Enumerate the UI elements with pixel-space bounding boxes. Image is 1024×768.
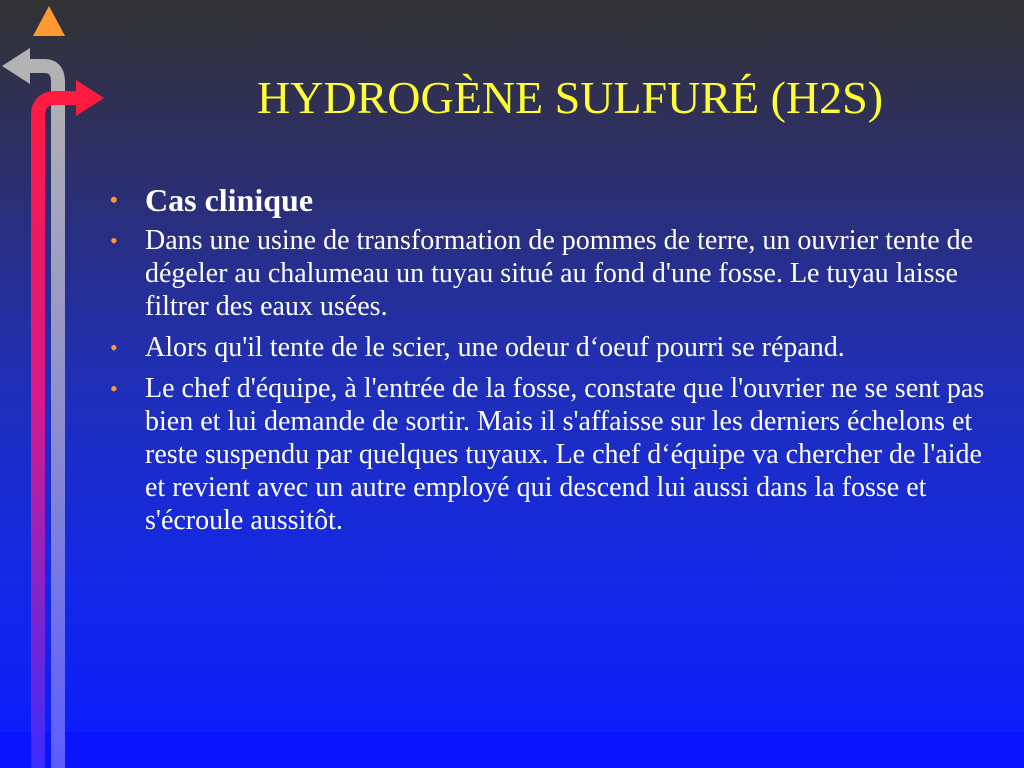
bullet-text: Le chef d'équipe, à l'entrée de la fosse, constate que l'ouvrier ne se sent pas bien et lui demande de sortir. Mais il s'affaisse sur les derniers échelons et reste suspendu par quelques tuyaux. Le chef d‘équipe va chercher de l'aide et revient avec un autre employé qui descend lui aussi dans la fosse et s'écroule aussitôt. bbox=[145, 373, 985, 536]
bullet-marker: • bbox=[110, 228, 118, 253]
bullet-list bbox=[102, 180, 992, 545]
bullet-text: Cas clinique bbox=[145, 182, 314, 218]
bullet-text: Alors qu'il tente de le scier, une odeur d‘oeuf pourri se répand. bbox=[145, 332, 845, 363]
bullet-marker: • bbox=[110, 335, 118, 360]
bullet-item bbox=[102, 331, 992, 364]
bullet-item bbox=[102, 224, 992, 323]
bullet-marker: • bbox=[110, 187, 118, 212]
bottom-band bbox=[0, 732, 1024, 768]
bullet-item bbox=[102, 372, 992, 537]
arrow-decoration bbox=[0, 0, 110, 768]
bullet-item bbox=[102, 180, 992, 220]
slide-title: HYDROGÈNE SULFURÉ (H2S) bbox=[256, 72, 884, 123]
bullet-text: Dans une usine de transformation de pommes de terre, un ouvrier tente de dégeler au chalumeau un tuyau situé au fond d'une fosse. Le tuyau laisse filtrer des eaux usées. bbox=[145, 225, 974, 322]
bullet-marker: • bbox=[110, 376, 118, 401]
